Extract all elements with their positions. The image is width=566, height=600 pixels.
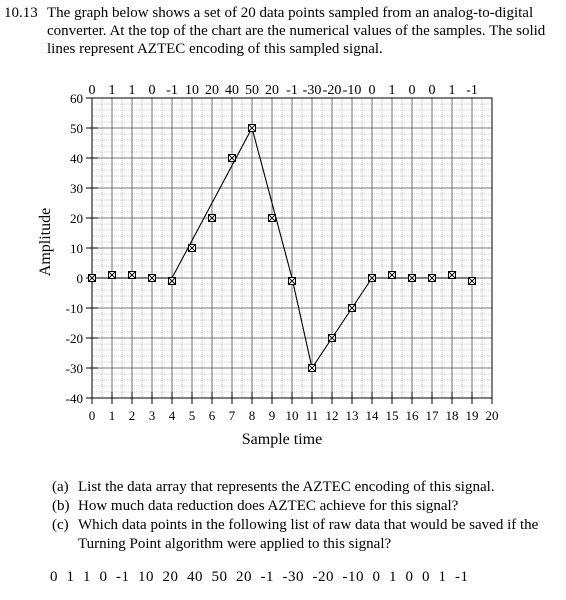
problem-text: The graph below shows a set of 20 data points sampled from an analog-to-digital converter. At the top of the chart are the numerical values of the samples. The solid lines represent AZTEC encoding of this sampled signal. bbox=[47, 5, 546, 57]
top-value-label: 0 bbox=[368, 83, 376, 98]
top-value-label: 0 bbox=[148, 83, 156, 98]
x-tick-label: 19 bbox=[465, 408, 479, 423]
problem-number: 10.13 bbox=[4, 5, 38, 21]
y-tick-label: -10 bbox=[65, 301, 83, 316]
x-tick-label: 2 bbox=[128, 408, 136, 423]
x-tick-label: 18 bbox=[445, 408, 459, 423]
top-value-label: -10 bbox=[342, 83, 362, 98]
top-value-label: 20 bbox=[265, 83, 279, 98]
questions-list bbox=[52, 478, 562, 554]
x-tick-label: 6 bbox=[208, 408, 216, 423]
top-value-label: -1 bbox=[286, 83, 298, 98]
question-text: How much data reduction does AZTEC achieve for this signal? bbox=[78, 498, 459, 514]
sample-marker bbox=[149, 275, 156, 282]
top-value-label: 0 bbox=[428, 83, 436, 98]
y-tick-label: -40 bbox=[65, 391, 83, 406]
top-value-label: -1 bbox=[466, 83, 478, 98]
sample-marker bbox=[449, 272, 456, 279]
question-label: (c) bbox=[52, 517, 69, 533]
sample-marker bbox=[129, 272, 136, 279]
y-tick-label: 60 bbox=[70, 91, 83, 106]
x-tick-label: 1 bbox=[108, 408, 116, 423]
sample-marker bbox=[469, 278, 476, 285]
x-tick-label: 0 bbox=[88, 408, 96, 423]
top-value-label: 0 bbox=[408, 83, 416, 98]
chart-grid bbox=[92, 98, 492, 398]
top-value-label: -30 bbox=[302, 83, 322, 98]
sample-marker bbox=[269, 215, 276, 222]
top-value-label: 1 bbox=[388, 83, 396, 98]
x-tick-label: 3 bbox=[148, 408, 156, 423]
question-label: (b) bbox=[52, 498, 70, 514]
x-axis-label: Sample time bbox=[241, 431, 323, 448]
x-tick-label: 15 bbox=[385, 408, 399, 423]
x-tick-label: 20 bbox=[485, 408, 499, 423]
sample-marker bbox=[109, 272, 116, 279]
top-value-label: 1 bbox=[128, 83, 136, 98]
x-tick-label: 12 bbox=[325, 408, 339, 423]
y-tick-label: 50 bbox=[70, 121, 83, 136]
question-b bbox=[52, 497, 562, 516]
x-tick-label: 13 bbox=[345, 408, 359, 423]
x-tick-label: 4 bbox=[168, 408, 176, 423]
sample-marker bbox=[309, 365, 316, 372]
x-tick-label: 16 bbox=[405, 408, 419, 423]
raw-data-list: 0 1 1 0 -1 10 20 40 50 20 -1 -30 -20 -10 0 1 0 0 1 -1 bbox=[50, 569, 469, 585]
sample-marker bbox=[229, 155, 236, 162]
y-tick-label: -20 bbox=[65, 331, 83, 346]
question-a bbox=[52, 478, 562, 497]
top-value-label: -1 bbox=[166, 83, 178, 98]
sample-marker bbox=[349, 305, 356, 312]
x-tick-label: 8 bbox=[248, 408, 256, 423]
y-tick-label: 30 bbox=[70, 181, 83, 196]
x-tick-label: 11 bbox=[305, 408, 319, 423]
x-tick-label: 5 bbox=[188, 408, 196, 423]
x-tick-label: 14 bbox=[365, 408, 379, 423]
sample-marker bbox=[189, 245, 196, 252]
y-tick-label: 0 bbox=[76, 271, 83, 286]
top-value-label: 0 bbox=[88, 83, 96, 98]
x-tick-label: 10 bbox=[285, 408, 299, 423]
x-axis-ticks bbox=[89, 392, 499, 423]
sample-marker bbox=[329, 335, 336, 342]
question-label: (a) bbox=[52, 479, 69, 495]
x-tick-label: 9 bbox=[268, 408, 276, 423]
sample-marker bbox=[409, 275, 416, 282]
top-value-label: -20 bbox=[322, 83, 342, 98]
x-tick-label: 17 bbox=[425, 408, 439, 423]
y-axis-label: Amplitude bbox=[37, 207, 54, 277]
y-tick-label: 40 bbox=[70, 151, 83, 166]
sample-marker bbox=[209, 215, 216, 222]
top-value-label: 1 bbox=[108, 83, 116, 98]
sample-marker bbox=[249, 125, 256, 132]
question-text: Which data points in the following list of raw data that would be saved if the Turning Point algorithm were applied to this signal? bbox=[78, 517, 539, 552]
y-tick-label: 10 bbox=[70, 241, 83, 256]
top-value-label: 40 bbox=[225, 83, 239, 98]
y-axis-ticks bbox=[66, 91, 98, 406]
sample-marker bbox=[389, 272, 396, 279]
sample-marker bbox=[169, 278, 176, 285]
y-tick-label: 20 bbox=[70, 211, 83, 226]
top-value-label: 20 bbox=[205, 83, 219, 98]
sample-marker bbox=[89, 275, 96, 282]
sample-marker bbox=[369, 275, 376, 282]
sample-marker bbox=[429, 275, 436, 282]
x-tick-label: 7 bbox=[228, 408, 236, 423]
sample-marker bbox=[289, 278, 296, 285]
top-value-label: 1 bbox=[448, 83, 456, 98]
top-value-label: 10 bbox=[185, 83, 199, 98]
question-c bbox=[52, 516, 562, 554]
y-tick-label: -30 bbox=[65, 361, 83, 376]
top-values bbox=[89, 83, 478, 98]
question-text: List the data array that represents the AZTEC encoding of this signal. bbox=[78, 479, 495, 495]
top-value-label: 50 bbox=[245, 83, 259, 98]
